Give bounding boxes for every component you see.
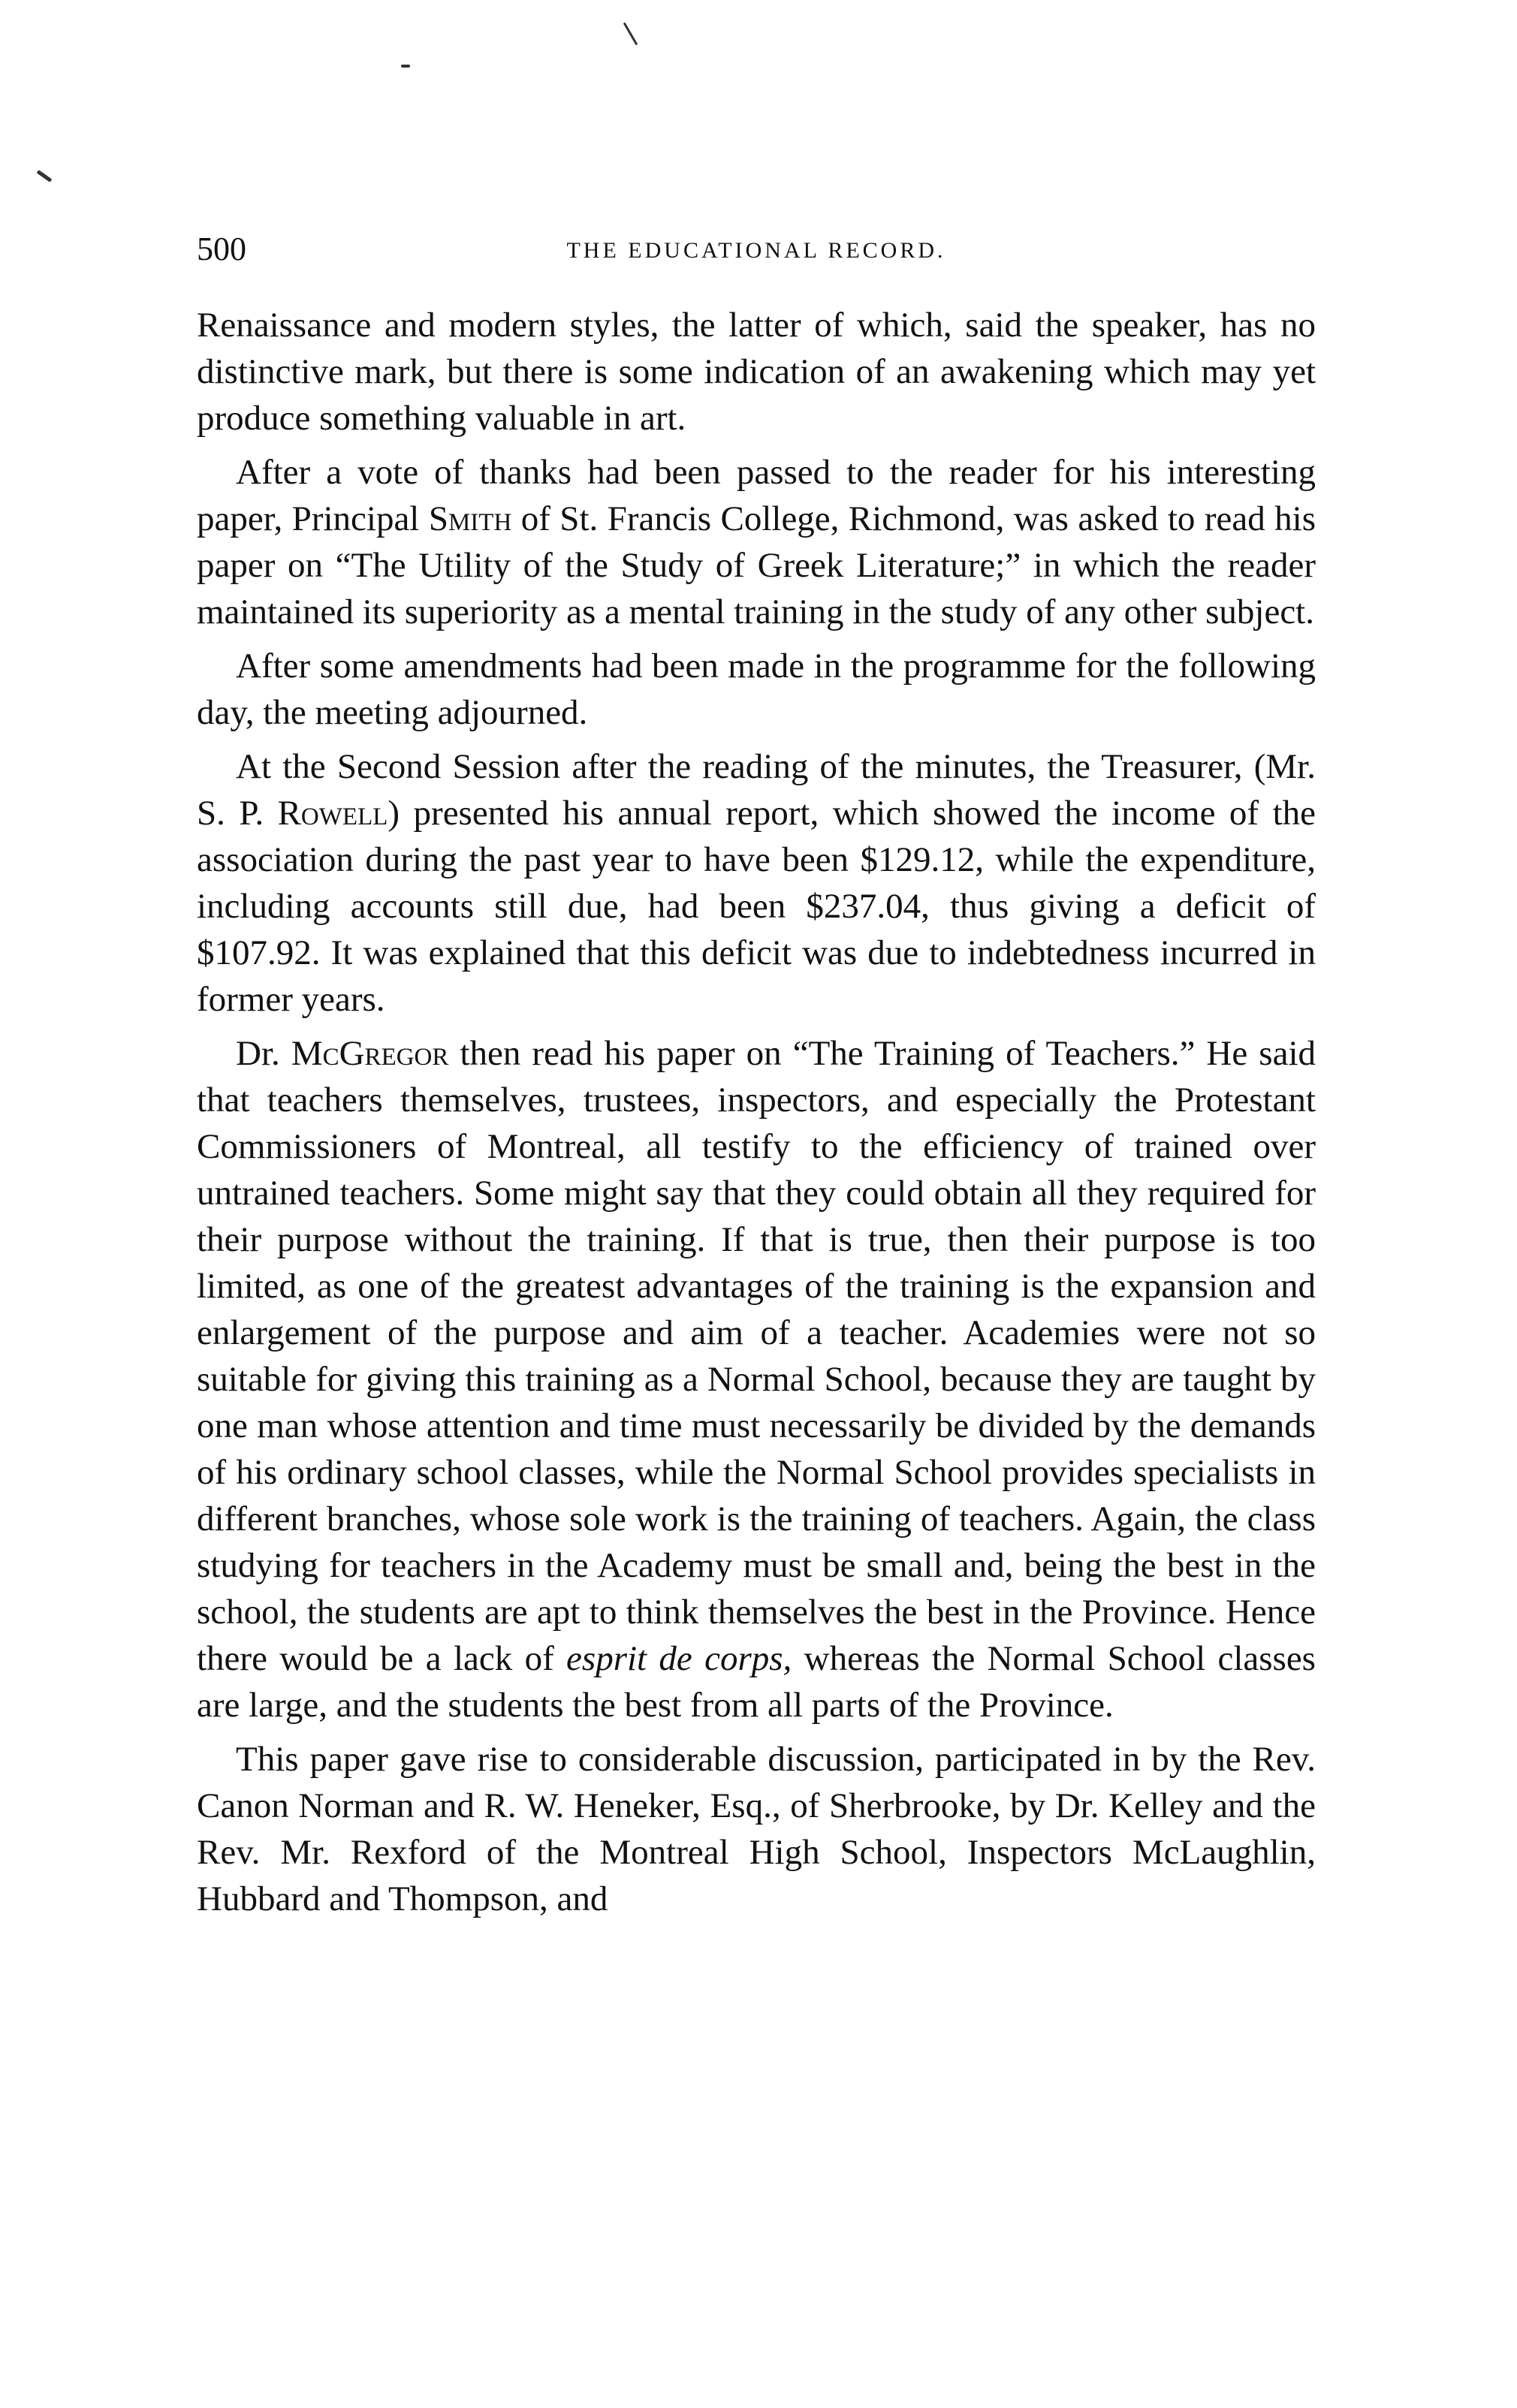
paragraph-5-text-c: whereas the Normal School classes are large, and the students the best from all parts of the Province. (197, 1639, 1316, 1725)
paragraph-4 (197, 743, 1316, 1023)
paragraph-5-text-b: then read his paper on “The Training of Teachers.” He said that teachers themselves, trustees, inspectors, and especially the Protestant Commissioners of Montreal, all testify to the efficiency of trained over untrained teachers. Some might say that they could obtain all they required for their purpose without the training. If that is true, then their purpose is too limited, as one of the greatest advantages of the training is the expansion and enlargement of the purpose and aim of a teacher. Academies were not so suitable for giving this training as a Normal School, because they are taught by one man whose attention and time must necessarily be divided by the demands of his ordinary school classes, while the Normal School provides specialists in different branches, whose sole work is the training of teachers. Again, the class studying for teachers in the Academy must be small and, being the best in the school, the students are apt to think themselves the best in the Province. Hence there would be a lack of (197, 1034, 1316, 1678)
paragraph-3: After some amendments had been made in the programme for the following day, the meeting adjourned. (197, 646, 1316, 732)
article-body (197, 302, 1316, 1930)
paragraph-2 (197, 449, 1316, 635)
scan-speck (401, 65, 410, 68)
running-title: THE EDUCATIONAL RECORD. (566, 238, 946, 263)
paragraph-2-text-b: of St. Francis College, Richmond, was asked to read his paper on “The Utility of the Study of Greek Literature;” in which the reader maintained its superiority as a mental training in the study of any other subject. (197, 499, 1316, 631)
paragraph-4-text-b: ) presented his annual report, which showed the income of the association during the past year to have been $129.12, while the expenditure, including accounts still due, had been $237.04, thus giving a deficit of $107.92. It was explained that this deficit was due to indebtedness incurred in former years. (197, 794, 1316, 1019)
person-name-rowell: Rowell (277, 794, 388, 833)
paragraph-2-text-a: After a vote of thanks had been passed to the reader for his interesting paper, Principal (197, 453, 1316, 538)
scan-speck (623, 23, 638, 46)
person-name-smith: Smith (428, 499, 512, 538)
paragraph-5-text-a: Dr. (236, 1034, 291, 1073)
person-name-mcgregor: McGregor (291, 1034, 449, 1073)
italic-phrase: esprit de corps, (566, 1639, 792, 1678)
page-number: 500 (197, 231, 246, 267)
paragraph-6: This paper gave rise to considerable discussion, participated in by the Rev. Canon Norman and R. W. Heneker, Esq., of Sherbrooke, by Dr. Kelley and the Rev. Mr. Rexford of the Montreal High School, Inspectors McLaughlin, Hubbard and Thompson, and (197, 1740, 1316, 1918)
paragraph-1: Renaissance and modern styles, the latter of which, said the speaker, has no distinctive mark, but there is some indication of an awakening which may yet produce something valuable in art. (197, 306, 1316, 438)
paragraph-5 (197, 1030, 1316, 1728)
paragraph-4-text-a: At the Second Session after the reading of the minutes, the Treasurer, (Mr. S. P. (197, 747, 1316, 833)
page-header (197, 228, 1316, 273)
scan-speck (37, 170, 53, 182)
